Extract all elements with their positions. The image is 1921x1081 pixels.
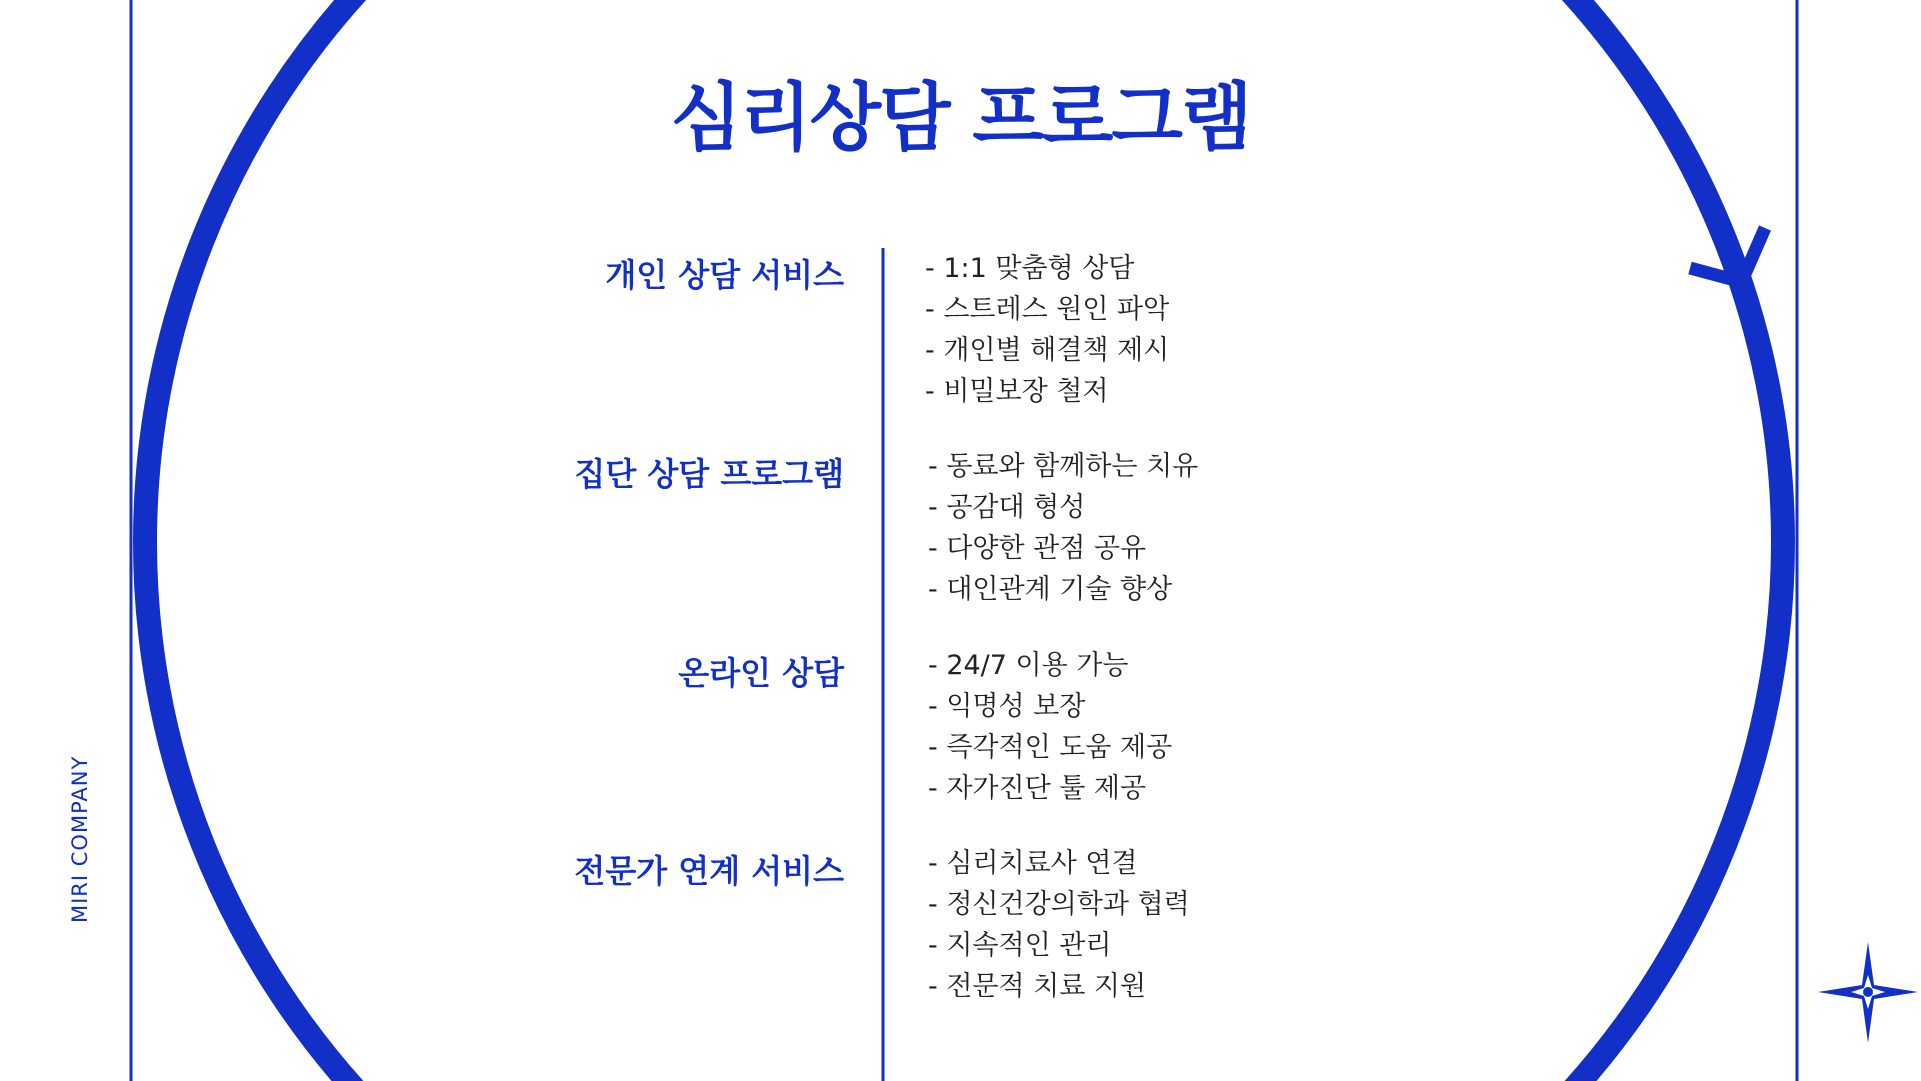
list-item: - 전문적 치료 지원	[928, 966, 1190, 1007]
list-item: - 정신건강의학과 협력	[928, 884, 1190, 925]
list-expert-linkage	[928, 843, 1190, 1007]
list-item: - 스트레스 원인 파악	[925, 289, 1169, 330]
list-item: - 자가진단 툴 제공	[928, 768, 1172, 809]
list-item: - 동료와 함께하는 치유	[928, 446, 1198, 487]
list-item: - 개인별 해결책 제시	[925, 330, 1169, 371]
list-item: - 1:1 맞춤형 상담	[925, 248, 1169, 289]
list-item: - 24/7 이용 가능	[928, 645, 1172, 686]
list-group-program	[928, 446, 1198, 610]
list-item: - 공감대 형성	[928, 487, 1198, 528]
list-item: - 지속적인 관리	[928, 925, 1190, 966]
list-item: - 익명성 보장	[928, 686, 1172, 727]
category-individual-counseling: 개인 상담 서비스	[605, 256, 844, 294]
sparkle-star-icon	[1818, 942, 1918, 1043]
list-item: - 즉각적인 도움 제공	[928, 727, 1172, 768]
list-item: - 비밀보장 철저	[925, 371, 1169, 412]
list-online-counseling	[928, 645, 1172, 809]
list-item: - 대인관계 기술 향상	[928, 569, 1198, 610]
category-online-counseling: 온라인 상담	[678, 654, 844, 692]
list-individual-counseling	[925, 248, 1169, 412]
list-item: - 심리치료사 연결	[928, 843, 1190, 884]
category-expert-linkage: 전문가 연계 서비스	[574, 852, 844, 890]
page-title: 심리상담 프로그램	[670, 75, 1251, 161]
list-item: - 다양한 관점 공유	[928, 528, 1198, 569]
category-group-program: 집단 상담 프로그램	[574, 455, 844, 493]
brand-label: MIRI COMPANY	[68, 755, 92, 923]
